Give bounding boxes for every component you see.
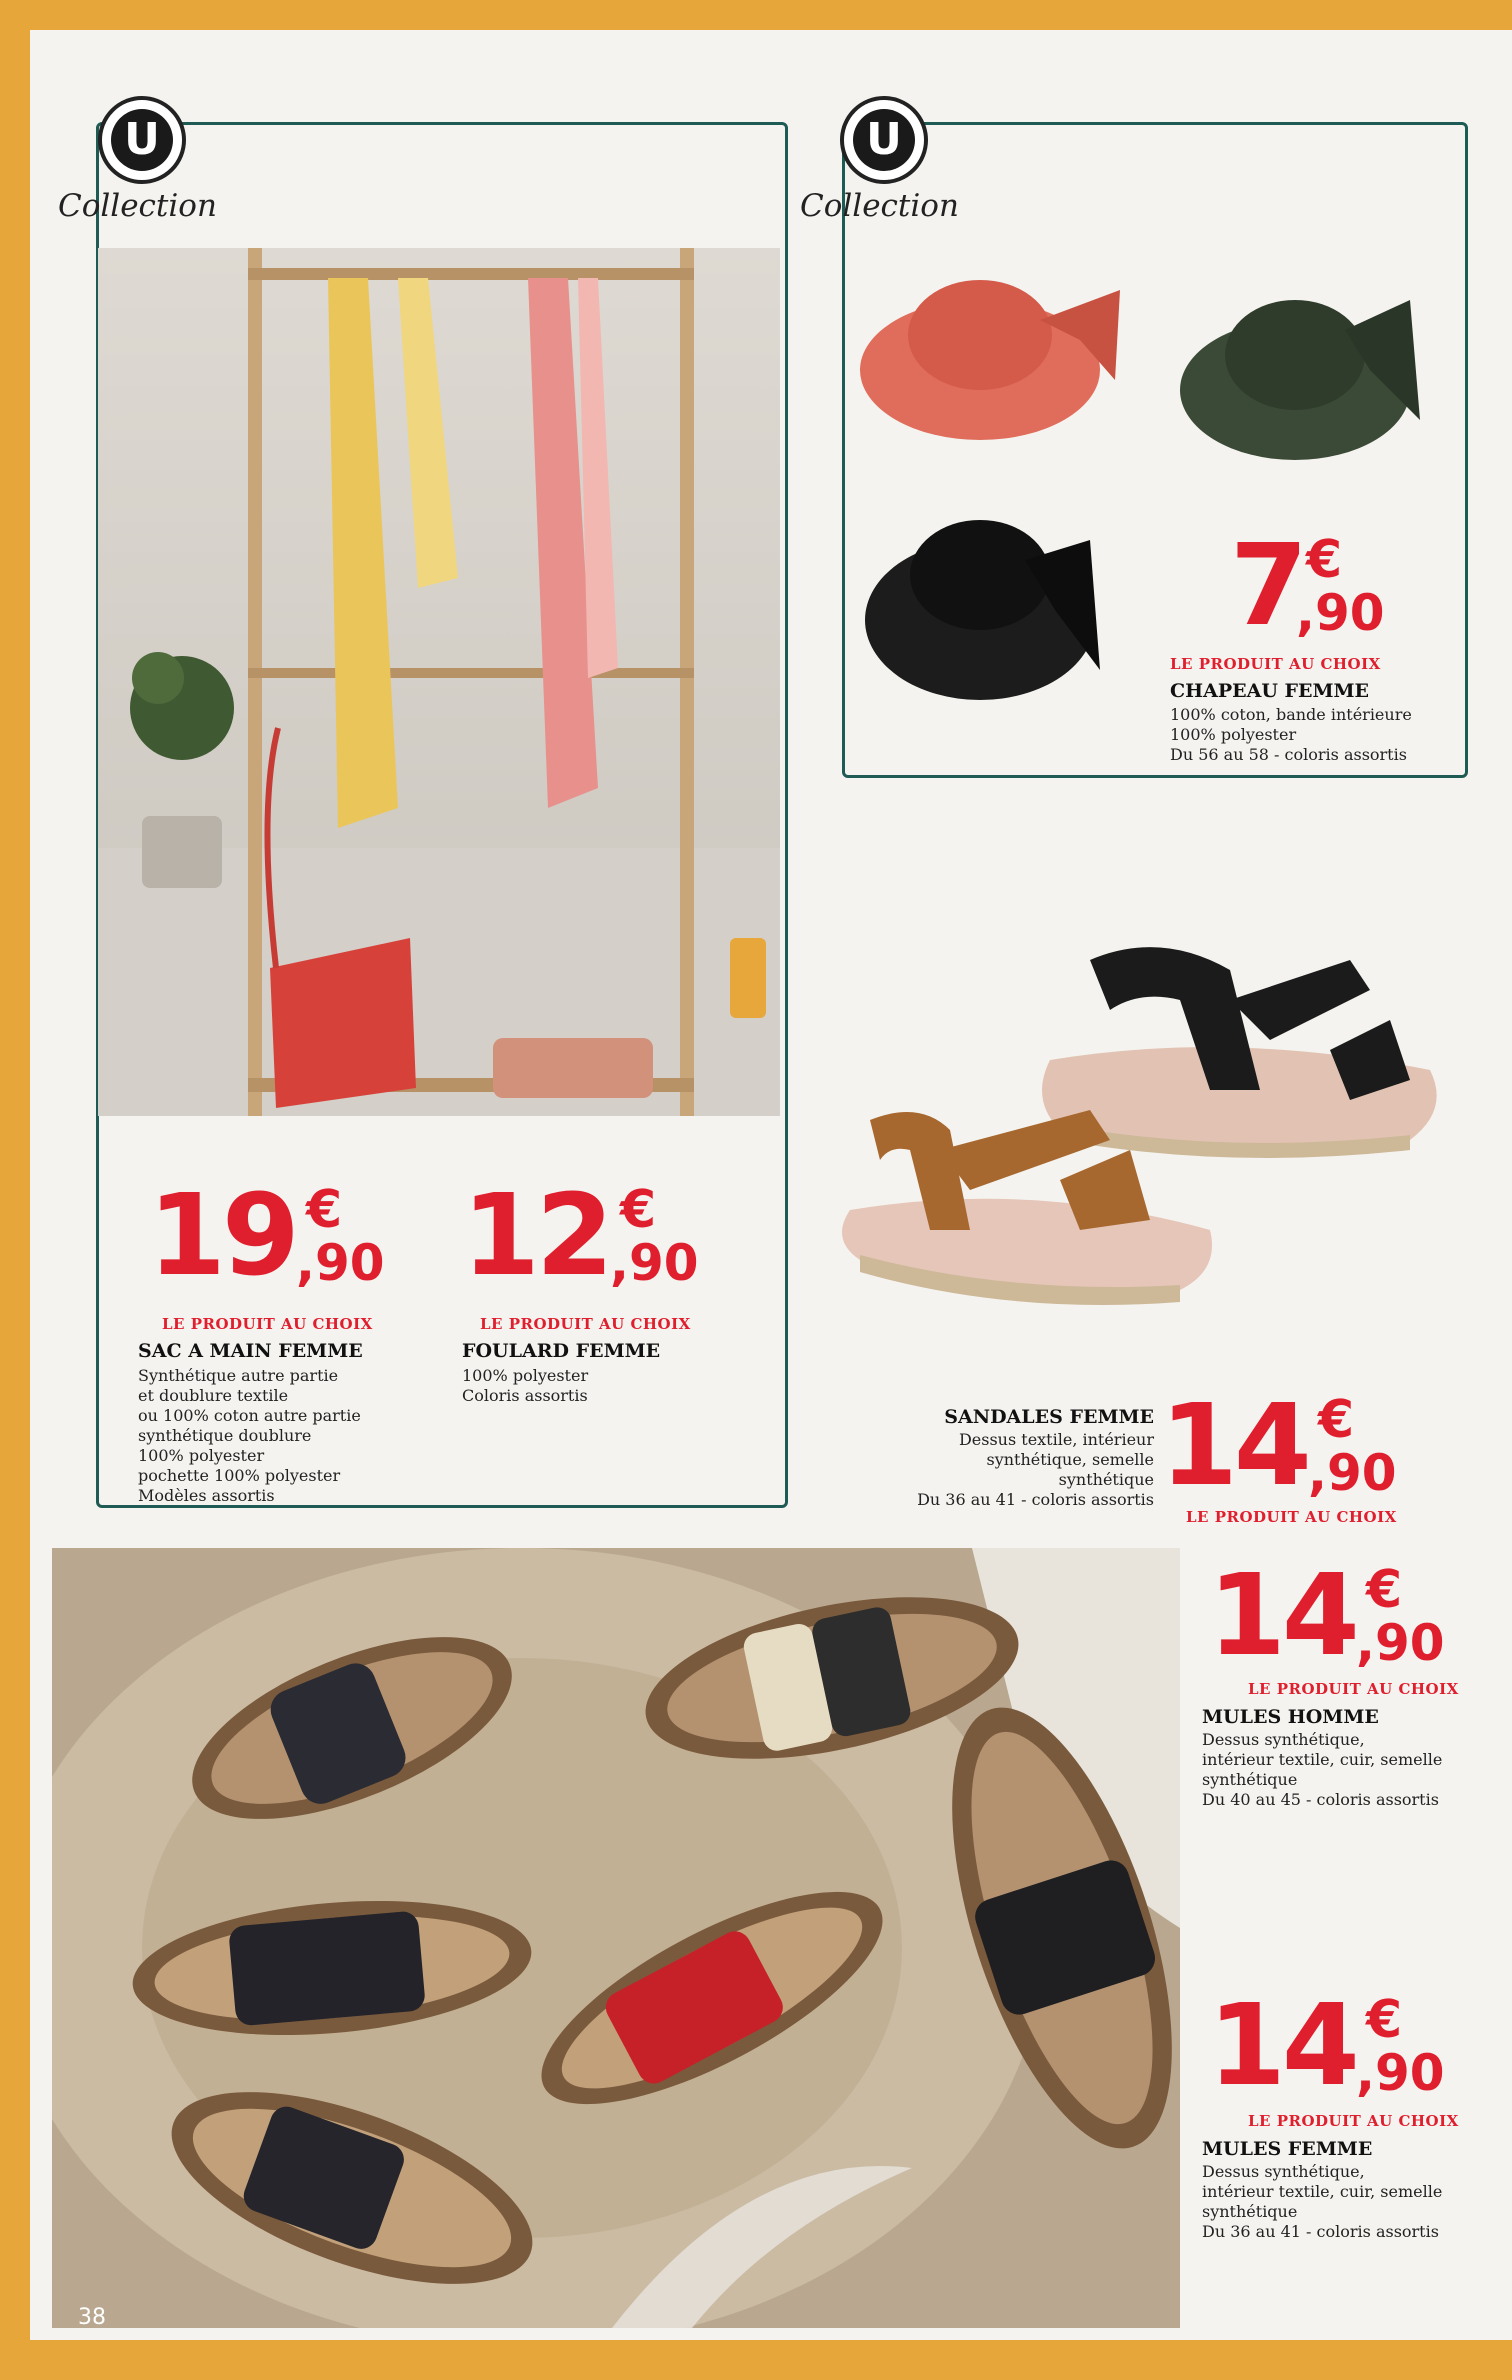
- mules-femme-choice-label: LE PRODUIT AU CHOIX: [1248, 2112, 1459, 2130]
- u-collection-logo-right: [800, 96, 990, 236]
- catalog-page: [30, 30, 1512, 2340]
- u-collection-logo-left: [58, 96, 248, 236]
- chapeau-product-desc: 100% coton, bande intérieure 100% polyester Du 56 au 58 - coloris assortis: [1170, 705, 1412, 764]
- mules-homme-product-name: MULES HOMME: [1202, 1706, 1379, 1728]
- sandales-product-desc: Dessus textile, intérieur synthétique, semelle synthétique Du 36 au 41 - coloris assortis: [917, 1430, 1154, 1509]
- sac-product-desc: Synthétique autre partie et doublure textile ou 100% coton autre partie synthétique doublure 100% polyester pochette 100% polyester Modèles assortis: [138, 1366, 361, 1505]
- u-logo-icon: U: [98, 96, 186, 184]
- sandales-choice-label: LE PRODUIT AU CHOIX: [1186, 1508, 1397, 1526]
- mules-femme-product-desc: Dessus synthétique, intérieur textile, cuir, semelle synthétique Du 36 au 41 - coloris assortis: [1202, 2162, 1443, 2241]
- collection-label: Collection: [800, 188, 959, 224]
- u-logo-icon: U: [840, 96, 928, 184]
- sac-choice-label: LE PRODUIT AU CHOIX: [162, 1315, 373, 1333]
- collection-label: Collection: [58, 188, 217, 224]
- mules-homme-price: 14 € ,90: [1208, 1551, 1445, 1681]
- chapeau-product-name: CHAPEAU FEMME: [1170, 680, 1370, 702]
- foulard-choice-label: LE PRODUIT AU CHOIX: [480, 1315, 691, 1333]
- chapeau-choice-label: LE PRODUIT AU CHOIX: [1170, 655, 1381, 673]
- chapeau-price: 7 € ,90: [1230, 521, 1385, 651]
- mules-homme-product-desc: Dessus synthétique, intérieur textile, cuir, semelle synthétique Du 40 au 45 - coloris assortis: [1202, 1730, 1443, 1809]
- foulard-product-desc: 100% polyester Coloris assortis: [462, 1366, 589, 1405]
- page-number: 38: [78, 2305, 106, 2330]
- mules-femme-price: 14 € ,90: [1208, 1981, 1445, 2111]
- mules-photo: [52, 1548, 1180, 2328]
- sac-price: 19 € ,90: [148, 1171, 385, 1301]
- sandales-product-name: SANDALES FEMME: [944, 1406, 1154, 1428]
- sac-product-name: SAC A MAIN FEMME: [138, 1340, 363, 1362]
- foulard-price: 12 € ,90: [462, 1171, 699, 1301]
- mules-femme-product-name: MULES FEMME: [1202, 2138, 1373, 2160]
- sandales-price: 14 € ,90: [1160, 1381, 1397, 1511]
- sandals-photo: [830, 930, 1470, 1320]
- foulard-product-name: FOULARD FEMME: [462, 1340, 661, 1362]
- bag-scarf-photo: [98, 248, 780, 1116]
- mules-homme-choice-label: LE PRODUIT AU CHOIX: [1248, 1680, 1459, 1698]
